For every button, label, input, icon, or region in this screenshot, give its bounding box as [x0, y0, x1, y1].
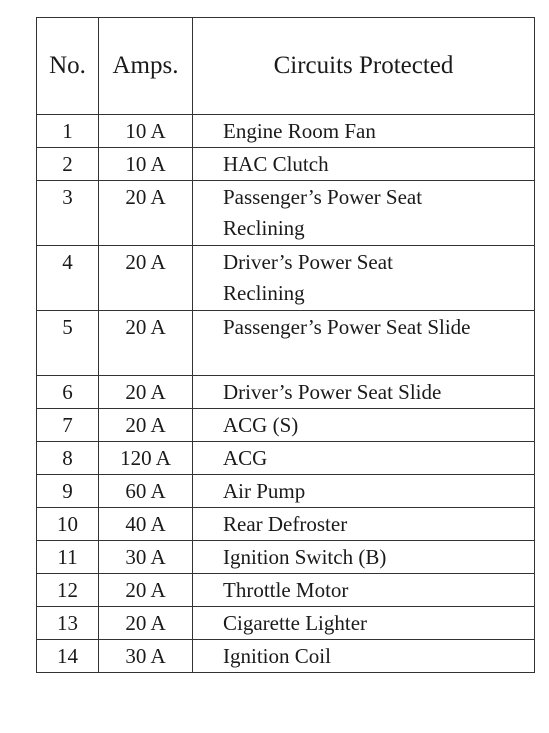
cell-no: 10 — [37, 508, 99, 541]
cell-circuit: Ignition Coil — [193, 640, 535, 673]
cell-circuit: Passenger’s Power Seat Reclining — [193, 181, 535, 246]
table-row — [37, 148, 535, 181]
cell-amps: 60 A — [99, 475, 193, 508]
cell-circuit: Throttle Motor — [193, 574, 535, 607]
header-amps: Amps. — [99, 18, 193, 115]
table-row — [37, 409, 535, 442]
cell-amps: 40 A — [99, 508, 193, 541]
cell-no: 9 — [37, 475, 99, 508]
header-row — [37, 18, 535, 115]
table-row — [37, 115, 535, 148]
cell-amps: 20 A — [99, 246, 193, 311]
table-row — [37, 376, 535, 409]
cell-amps: 10 A — [99, 115, 193, 148]
cell-circuit: Engine Room Fan — [193, 115, 535, 148]
table-row — [37, 640, 535, 673]
table-row — [37, 311, 535, 376]
cell-circuit: ACG (S) — [193, 409, 535, 442]
cell-circuit: Passenger’s Power Seat Slide — [193, 311, 535, 376]
cell-no: 3 — [37, 181, 99, 246]
cell-no: 11 — [37, 541, 99, 574]
cell-circuit: Driver’s Power Seat Reclining — [193, 246, 535, 311]
cell-no: 14 — [37, 640, 99, 673]
cell-no: 6 — [37, 376, 99, 409]
cell-amps: 120 A — [99, 442, 193, 475]
cell-no: 12 — [37, 574, 99, 607]
cell-circuit: Ignition Switch (B) — [193, 541, 535, 574]
header-no: No. — [37, 18, 99, 115]
table-row — [37, 508, 535, 541]
table-row — [37, 442, 535, 475]
cell-amps: 20 A — [99, 181, 193, 246]
table-row — [37, 541, 535, 574]
cell-circuit: Air Pump — [193, 475, 535, 508]
cell-amps: 20 A — [99, 409, 193, 442]
cell-amps: 20 A — [99, 311, 193, 376]
cell-amps: 10 A — [99, 148, 193, 181]
cell-no: 8 — [37, 442, 99, 475]
table-row — [37, 475, 535, 508]
cell-amps: 20 A — [99, 574, 193, 607]
header-circuits-protected: Circuits Protected — [193, 18, 535, 115]
cell-circuit: ACG — [193, 442, 535, 475]
cell-circuit: Rear Defroster — [193, 508, 535, 541]
cell-circuit: Driver’s Power Seat Slide — [193, 376, 535, 409]
cell-amps: 20 A — [99, 607, 193, 640]
cell-no: 5 — [37, 311, 99, 376]
table-row — [37, 181, 535, 246]
cell-amps: 30 A — [99, 640, 193, 673]
fuse-table — [36, 17, 535, 673]
cell-no: 1 — [37, 115, 99, 148]
cell-no: 4 — [37, 246, 99, 311]
cell-circuit: Cigarette Lighter — [193, 607, 535, 640]
cell-no: 2 — [37, 148, 99, 181]
cell-no: 13 — [37, 607, 99, 640]
cell-circuit: HAC Clutch — [193, 148, 535, 181]
table-row — [37, 574, 535, 607]
cell-amps: 20 A — [99, 376, 193, 409]
cell-amps: 30 A — [99, 541, 193, 574]
cell-no: 7 — [37, 409, 99, 442]
table-row — [37, 246, 535, 311]
table-row — [37, 607, 535, 640]
